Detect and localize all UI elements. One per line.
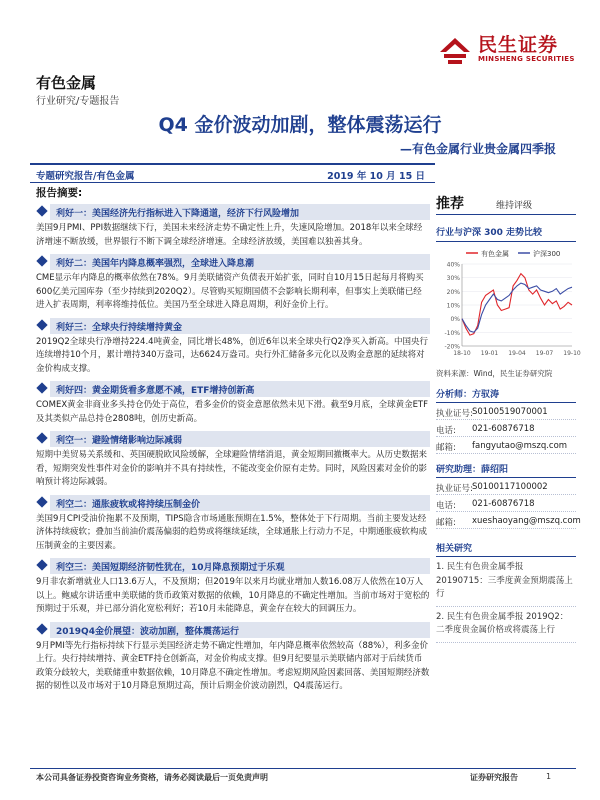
assistant-role: 研究助理：薛绍阳 — [436, 462, 576, 478]
footer-label: 证券研究报告 — [470, 773, 518, 782]
related-research-title: 相关研究 — [436, 541, 576, 557]
sidebar — [436, 193, 581, 643]
section-paragraph: 9月非农新增就业人口13.6万人，不及预期；但2019年以来月均就业增加人数16.08万人依然在10万人以上。鲍威尔讲话重申美联储的货币政策对数据的依赖，10月降息的不确定性增加。当前市场对于宽松的预期过于乐观，并已部分消化宽松利好；若10月未能降息，黄金存在较大的回调压力。 — [36, 577, 430, 614]
diamond-bullet-icon — [36, 205, 47, 216]
summary-body — [36, 203, 430, 698]
analyst-block — [436, 387, 576, 454]
y-tick-label: -10% — [444, 329, 460, 337]
section-paragraph: 美国9月CPI受油价拖累不及预期，TIPS隐含市场通胀预期在1.5%，整体处于下行周期。当前主要发达经济体持续疲软；叠加当前油价震荡偏弱的趋势或将继续延续，全球通胀上行动力不足，中期通胀疲软构成压制黄金的主要因素。 — [36, 513, 428, 551]
section-heading: 2019Q4金价展望：波动加剧，整体震荡运行 — [36, 621, 430, 638]
page-number: 1 — [546, 772, 552, 781]
section-heading: 利空三：美国短期经济韧性犹在，10月降息预期过于乐观 — [36, 557, 430, 574]
diamond-bullet-icon — [36, 559, 47, 570]
legend-label: 有色金属 — [481, 250, 509, 258]
rating-row — [436, 193, 576, 215]
diamond-bullet-icon — [36, 623, 47, 634]
x-tick-label: 19-01 — [480, 350, 499, 357]
brand-name-cn: 民生证券 — [478, 34, 559, 56]
page-title: Q4 金价波动加剧，整体震荡运行 — [158, 114, 442, 136]
analyst-info-row: 电话: 021-60876718 — [436, 420, 576, 437]
footer-divider — [30, 768, 576, 769]
x-tick-label: 19-10 — [563, 350, 581, 357]
footer-disclaimer: 本公司具备证券投资咨询业务资格，请务必阅读最后一页免责声明 — [36, 773, 268, 782]
summary-heading: 报告摘要: — [36, 187, 83, 199]
diamond-bullet-icon — [36, 496, 47, 507]
section-heading: 利好一：美国经济先行指标进入下降通道，经济下行风险增加 — [36, 203, 430, 220]
recommendation: 推荐 — [436, 196, 464, 212]
sector-label: 有色金属 — [36, 74, 97, 92]
report-kind: 行业研究/专题报告 — [36, 96, 120, 107]
x-tick-label: 18-10 — [453, 350, 471, 357]
chart-source: 资料来源：Wind，民生证券研究院 — [436, 369, 553, 378]
legend-label: 沪深300 — [533, 250, 561, 258]
section-heading: 利好二：美国年内降息概率强烈，全球进入降息潮 — [36, 253, 430, 270]
report-category: 专题研究报告/有色金属 — [36, 171, 135, 182]
x-tick-label: 19-07 — [535, 350, 554, 357]
section-heading: 利好三：全球央行持续增持黄金 — [36, 317, 430, 334]
diamond-bullet-icon — [36, 319, 47, 330]
y-tick-label: 30% — [446, 275, 460, 283]
minsheng-logo-icon — [436, 30, 474, 68]
report-date: 2019 年 10 月 15 日 — [327, 171, 425, 182]
section-paragraph: 2019Q2全球央行净增持224.4吨黄金，同比增长48%，创近6年以来全球央行Q2净买入新高。中国央行连续增持10个月，累计增持340万盎司，达6624万盎司。央行外汇储备多元化以及购金意愿的延续将对金价构成支撑。 — [36, 336, 428, 374]
y-tick-label: 20% — [446, 288, 460, 296]
performance-chart-svg — [436, 246, 581, 366]
y-tick-label: 10% — [446, 302, 460, 310]
section-paragraph: 短期中美贸易关系缓和、英国硬脱欧风险缓解，全球避险情绪消退，黄金短期回撤概率大。从历史数据来看，短期突发性事件对金价的影响并不具有持续性，不能改变金价原有走势。同时，风险因素对金价的影响预计将边际减弱。 — [36, 450, 428, 487]
page-subtitle: —有色金属行业贵金属四季报 — [399, 142, 556, 156]
section-paragraph: 美国9月PMI、PPI数据继续下行，美国未来经济走势不确定性上升，失速风险增加。2018年以来全球经济增速不断放缓，世界银行不断下调全球经济增速。全球经济放缓，美国难以独善其身。 — [36, 223, 423, 247]
y-tick-label: -20% — [444, 343, 460, 351]
y-tick-label: 40% — [446, 261, 460, 269]
section-heading: 利好四：黄金期货看多意愿不减，ETF增持创新高 — [36, 380, 430, 397]
diamond-bullet-icon — [36, 382, 47, 393]
section-paragraph: 9月PMI等先行指标持续下行显示美国经济走势不确定性增加，年内降息概率依然较高（88%），利多金价上行。央行持续增持、黄金ETF持仓创新高，对金价构成支撑。但9月纪要显示美联储内部对于后续货币政策分歧较大，美联储重申数据依赖，10月降息不确定性增加。考虑短期风险因素回落、美国短期经济数据的韧性以及市场对于10月降息预期过高，预计后期金价波动剧烈，Q4震荡运行。 — [36, 640, 430, 691]
brand-name-en: MINSHENG SECURITIES — [478, 55, 575, 63]
related-research-item[interactable]: 2. 民生有色贵金属季报 2019Q2：二季度贵金属价格或将震荡上行 — [436, 611, 576, 643]
diamond-bullet-icon — [36, 255, 47, 266]
section-paragraph: CME显示年内降息的概率依然在78%。9月美联储资产负债表开始扩张，同时自10月15日起每月将购买600亿美元国库券（至少持续到2020Q2）。尽管购买短期国债不会影响长期利率，但事实上美联储已经进入扩表周期，利率将维持低位。美国乃至全球进入降息周期，利好金价上行。 — [36, 273, 424, 310]
assistant-info-row: 邮箱: xueshaoyang@mszq.com — [436, 512, 576, 529]
diamond-bullet-icon — [36, 432, 47, 443]
related-research-item[interactable]: 1. 民生有色贵金属季报 20190715：三季度黄金预期震荡上行 — [436, 561, 576, 607]
report-info-band — [30, 163, 435, 183]
x-tick-label: 19-04 — [508, 350, 526, 357]
performance-chart — [436, 246, 581, 366]
y-tick-label: 0% — [450, 316, 460, 324]
assistant-info-row: 执业证号: S0100117100002 — [436, 478, 576, 495]
assistant-block — [436, 462, 581, 529]
section-heading: 利空一：避险情绪影响边际减弱 — [36, 430, 430, 447]
section-paragraph: COMEX黄金非商业多头持仓仍处于高位，看多金价的资金意愿依然未见下滑。截至9月底，全球黄金ETF及其类似产品总持仓2808吨，创历史新高。 — [36, 400, 429, 424]
analyst-role: 分析师：方驭涛 — [436, 387, 576, 403]
analyst-info-row: 执业证号: S0100519070001 — [436, 403, 576, 420]
chart-box-title: 行业与沪深 300 走势比较 — [436, 225, 576, 242]
section-heading: 利空二：通胀疲软或将持续压制金价 — [36, 494, 430, 511]
analyst-info-row: 邮箱: fangyutao@mszq.com — [436, 437, 576, 454]
series-line — [462, 283, 572, 332]
rating-note: 维持评级 — [496, 201, 533, 211]
assistant-info-row: 电话: 021-60876718 — [436, 495, 576, 512]
brand-logo — [436, 28, 586, 70]
